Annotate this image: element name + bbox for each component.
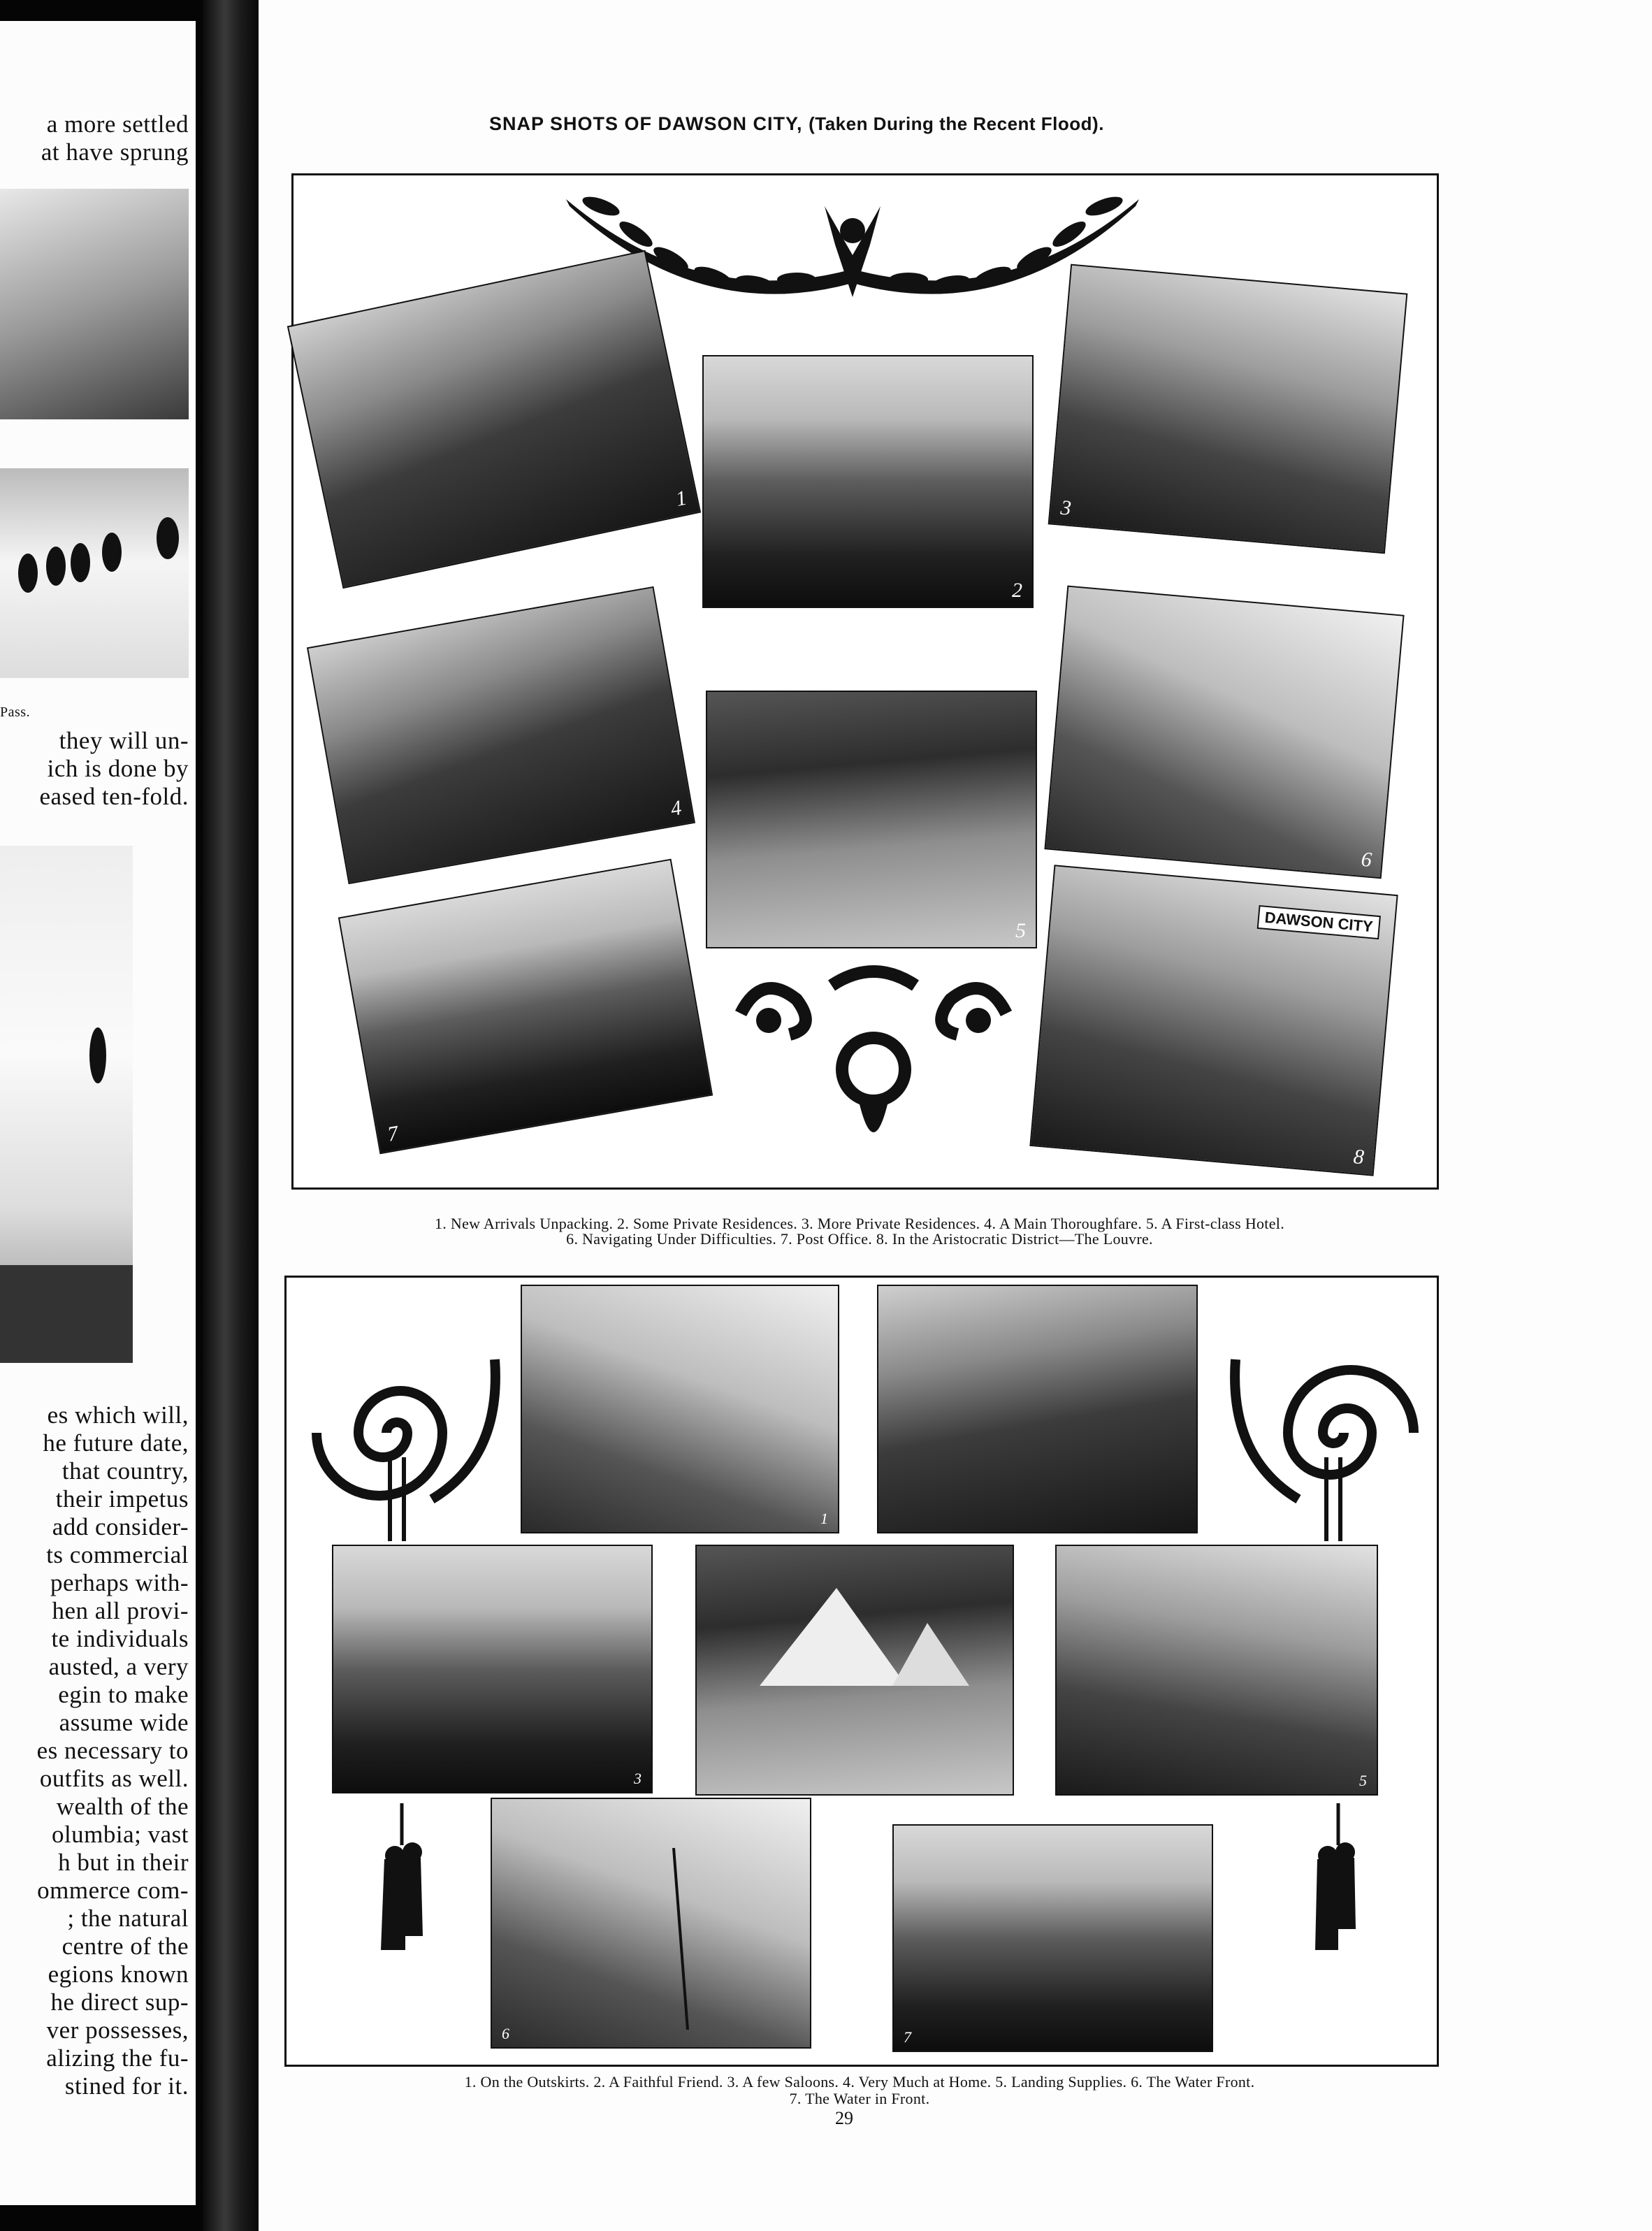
spiral-ornament-left-icon bbox=[292, 1317, 509, 1548]
top-caption-line-1: 1. New Arrivals Unpacking. 2. Some Private Residences. 3. More Private Residences. 4. A Main Thoroughfare. 5. A First-class Hotel. bbox=[435, 1215, 1284, 1232]
left-text-line: olumbia; vast bbox=[51, 1821, 189, 1848]
left-text-line: ver possesses, bbox=[46, 2016, 189, 2044]
left-text-line: stined for it. bbox=[64, 2072, 189, 2100]
bottom-caption-line-2: 7. The Water in Front. bbox=[789, 2090, 930, 2107]
left-page bbox=[0, 21, 196, 2205]
left-text-line: outfits as well. bbox=[39, 1765, 189, 1792]
left-photo-snow bbox=[0, 846, 133, 1363]
photo-number: 4 bbox=[669, 796, 683, 821]
top-photo-3 bbox=[1048, 264, 1408, 554]
left-text-line: they will un- bbox=[59, 727, 189, 754]
bottom-photo-2 bbox=[877, 1285, 1198, 1533]
tassel-left-icon bbox=[377, 1803, 433, 1957]
title-main: SNAP SHOTS OF DAWSON CITY, bbox=[489, 113, 803, 134]
photo-number: 5 bbox=[1359, 1772, 1367, 1789]
left-text-line: assume wide bbox=[59, 1709, 189, 1736]
left-text-line: austed, a very bbox=[48, 1653, 189, 1680]
left-text-line: te individuals bbox=[51, 1625, 189, 1652]
top-photo-8 bbox=[1029, 865, 1398, 1176]
left-photo-climbers bbox=[0, 468, 189, 678]
left-text-line: he future date, bbox=[43, 1429, 189, 1457]
left-text-line: ommerce com- bbox=[37, 1877, 189, 1904]
book-spine bbox=[203, 0, 266, 2231]
left-text-line: hen all provi- bbox=[52, 1597, 189, 1624]
photo-number: 5 bbox=[1015, 919, 1026, 942]
left-text-line: ich is done by bbox=[47, 755, 189, 782]
left-text-line: egin to make bbox=[58, 1681, 189, 1708]
left-text-line: wealth of the bbox=[56, 1793, 189, 1820]
title-subtitle: (Taken During the Recent Flood). bbox=[809, 113, 1104, 134]
left-text-line: their impetus bbox=[55, 1485, 189, 1512]
top-caption-line-2: 6. Navigating Under Difficulties. 7. Post Office. 8. In the Aristocratic District—The Louvre. bbox=[566, 1230, 1153, 1248]
left-text-line: eased ten-fold. bbox=[39, 783, 189, 810]
photo-number: 1 bbox=[820, 1510, 828, 1527]
bottom-caption-line-1: 1. On the Outskirts. 2. A Faithful Friend. 3. A few Saloons. 4. Very Much at Home. 5. Landing Supplies. 6. The Water Front. bbox=[464, 2073, 1255, 2091]
climbers-figures bbox=[0, 468, 189, 678]
tassel-right-icon bbox=[1307, 1803, 1363, 1957]
spiral-ornament-right-icon bbox=[1222, 1317, 1438, 1548]
page-title bbox=[489, 113, 1104, 135]
top-photo-6 bbox=[1044, 586, 1404, 879]
photo-number: 2 bbox=[1012, 579, 1022, 602]
left-text-line: that country, bbox=[61, 1457, 189, 1485]
scroll-ornament-icon bbox=[720, 958, 1027, 1160]
left-text-line: centre of the bbox=[61, 1933, 189, 1960]
left-text-line: h but in their bbox=[58, 1849, 189, 1876]
top-photo-2 bbox=[702, 355, 1034, 608]
photo-number: 3 bbox=[634, 1770, 642, 1787]
bottom-photo-7 bbox=[892, 1824, 1213, 2052]
left-text-line: es which will, bbox=[47, 1401, 189, 1429]
photo-number: 7 bbox=[904, 2028, 911, 2046]
left-photo-mountain bbox=[0, 189, 189, 419]
left-text-line: ts commercial bbox=[46, 1541, 189, 1568]
bottom-photo-4 bbox=[695, 1545, 1014, 1796]
photo-number: 6 bbox=[1360, 847, 1373, 872]
left-photo-caption: Pass. bbox=[0, 705, 31, 720]
top-photo-5 bbox=[706, 691, 1037, 948]
left-text-line: he direct sup- bbox=[50, 1988, 189, 2016]
bottom-photo-1 bbox=[521, 1285, 839, 1533]
left-text-line: alizing the fu- bbox=[46, 2044, 189, 2072]
photo-number: 6 bbox=[502, 2025, 509, 2042]
bottom-photo-3 bbox=[332, 1545, 653, 1793]
bottom-photo-6 bbox=[491, 1798, 811, 2049]
left-text-line: perhaps with- bbox=[50, 1569, 189, 1596]
photo-number: 7 bbox=[386, 1121, 400, 1146]
left-text-line: a more settled bbox=[46, 110, 189, 138]
left-text-line: ; the natural bbox=[67, 1905, 189, 1932]
left-text-line: add consider- bbox=[52, 1513, 189, 1540]
photo-number: 3 bbox=[1059, 496, 1073, 520]
page-number: 29 bbox=[835, 2108, 853, 2128]
dawson-city-sign: DAWSON CITY bbox=[1256, 905, 1381, 939]
left-text-line: es necessary to bbox=[36, 1737, 189, 1764]
left-text-line: at have sprung bbox=[41, 138, 189, 166]
bottom-photo-5 bbox=[1055, 1545, 1378, 1796]
photo-number: 1 bbox=[674, 486, 689, 511]
left-text-line: egions known bbox=[48, 1961, 189, 1988]
photo-number: 8 bbox=[1352, 1145, 1365, 1169]
